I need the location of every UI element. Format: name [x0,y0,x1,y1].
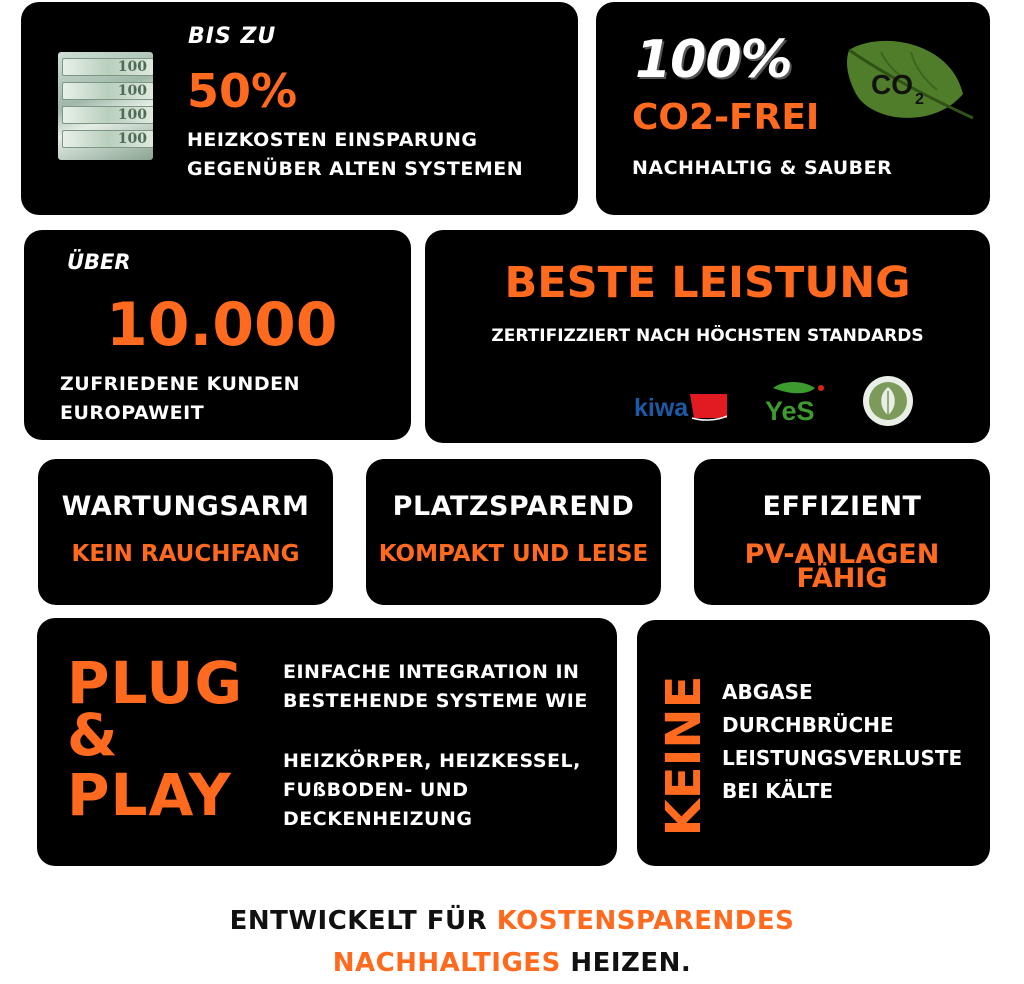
feature-card-efficiency [694,459,990,605]
customers-line-1: ZUFRIEDENE KUNDEN [60,373,300,395]
feature-card-space [366,459,661,605]
leaf-co-subscript: 2 [915,91,924,108]
keine-vertical-label [657,672,711,840]
customers-line-2: EUROPAWEIT [60,402,205,424]
plug-and-play-card [37,618,617,866]
yes-logo-icon [763,380,827,424]
feature-subtitle: KEIN RAUCHFANG [71,541,300,567]
leaf-co-label: CO [871,69,913,100]
feature-card-maintenance [38,459,333,605]
play-word: PLAY [67,761,232,829]
co2-leaf-icon [841,32,981,132]
keine-item: DURCHBRÜCHE [722,713,894,737]
footer-line-2 [0,942,1024,984]
customers-card [24,230,411,440]
plug-line-3: HEIZKÖRPER, HEIZKESSEL, [283,750,581,772]
plug-line-2: BESTEHENDE SYSTEME WIE [283,690,588,712]
customers-prefix: ÜBER [67,250,131,274]
performance-title: BESTE LEISTUNG [504,258,911,308]
feature-title: WARTUNGSARM [61,491,310,522]
keine-card [637,620,990,866]
keine-word: KEINE [656,675,712,837]
banknote: 100 [62,106,153,124]
plug-line-5: DECKENHEIZUNG [283,808,473,830]
kiwa-logo-text: kiwa [634,394,689,422]
footer-tagline [0,900,1024,984]
kiwa-logo-icon [632,390,727,422]
keine-item: BEI KÄLTE [722,779,834,803]
co2-card [596,2,990,215]
plug-word: PLUG [67,649,244,717]
co2-percent: 100% [635,30,792,90]
savings-line-2: GEGENÜBER ALTEN SYSTEMEN [187,158,524,180]
keine-item: ABGASE [722,680,813,704]
feature-subtitle [694,539,990,594]
footer-text: ENTWICKELT FÜR [229,906,497,936]
banknote: 100 [62,82,153,100]
savings-value: 50% [187,64,298,118]
yes-logo-text: YeS [765,396,815,424]
customers-count: 10.000 [106,290,338,360]
keine-item: LEISTUNGSVERLUSTE [722,746,963,770]
feature-subtitle: KOMPAKT UND LEISE [378,541,649,567]
footer-line-1 [0,900,1024,942]
leed-seal-icon [862,375,914,427]
savings-card [21,2,578,215]
co2-title: CO2-FREI [632,97,820,138]
performance-card [425,230,990,443]
banknote: 100 [62,130,153,148]
feature-title: PLATZSPAREND [392,491,635,522]
banknote: 100 [62,58,153,76]
ampersand-word: & [67,701,119,769]
footer-highlight: KOSTENSPARENDES [496,906,795,936]
feature-title: EFFIZIENT [762,491,922,522]
savings-line-1: HEIZKOSTEN EINSPARUNG [187,129,478,151]
footer-highlight: NACHHALTIGES [332,948,561,978]
savings-prefix: BIS ZU [188,24,277,49]
footer-text: HEIZEN. [560,948,692,978]
plug-line-1: EINFACHE INTEGRATION IN [283,661,580,683]
plug-line-4: FUßBODEN- UND [283,779,469,801]
feature-subtitle-line-2: FÄHIG [796,563,888,594]
performance-subtitle: ZERTIFIZZIERT NACH HÖCHSTEN STANDARDS [491,326,924,346]
feature-subtitle-line-1: PV-ANLAGEN [744,539,940,570]
euro-banknotes-image [58,52,153,160]
co2-subtitle: NACHHALTIG & SAUBER [632,157,893,179]
